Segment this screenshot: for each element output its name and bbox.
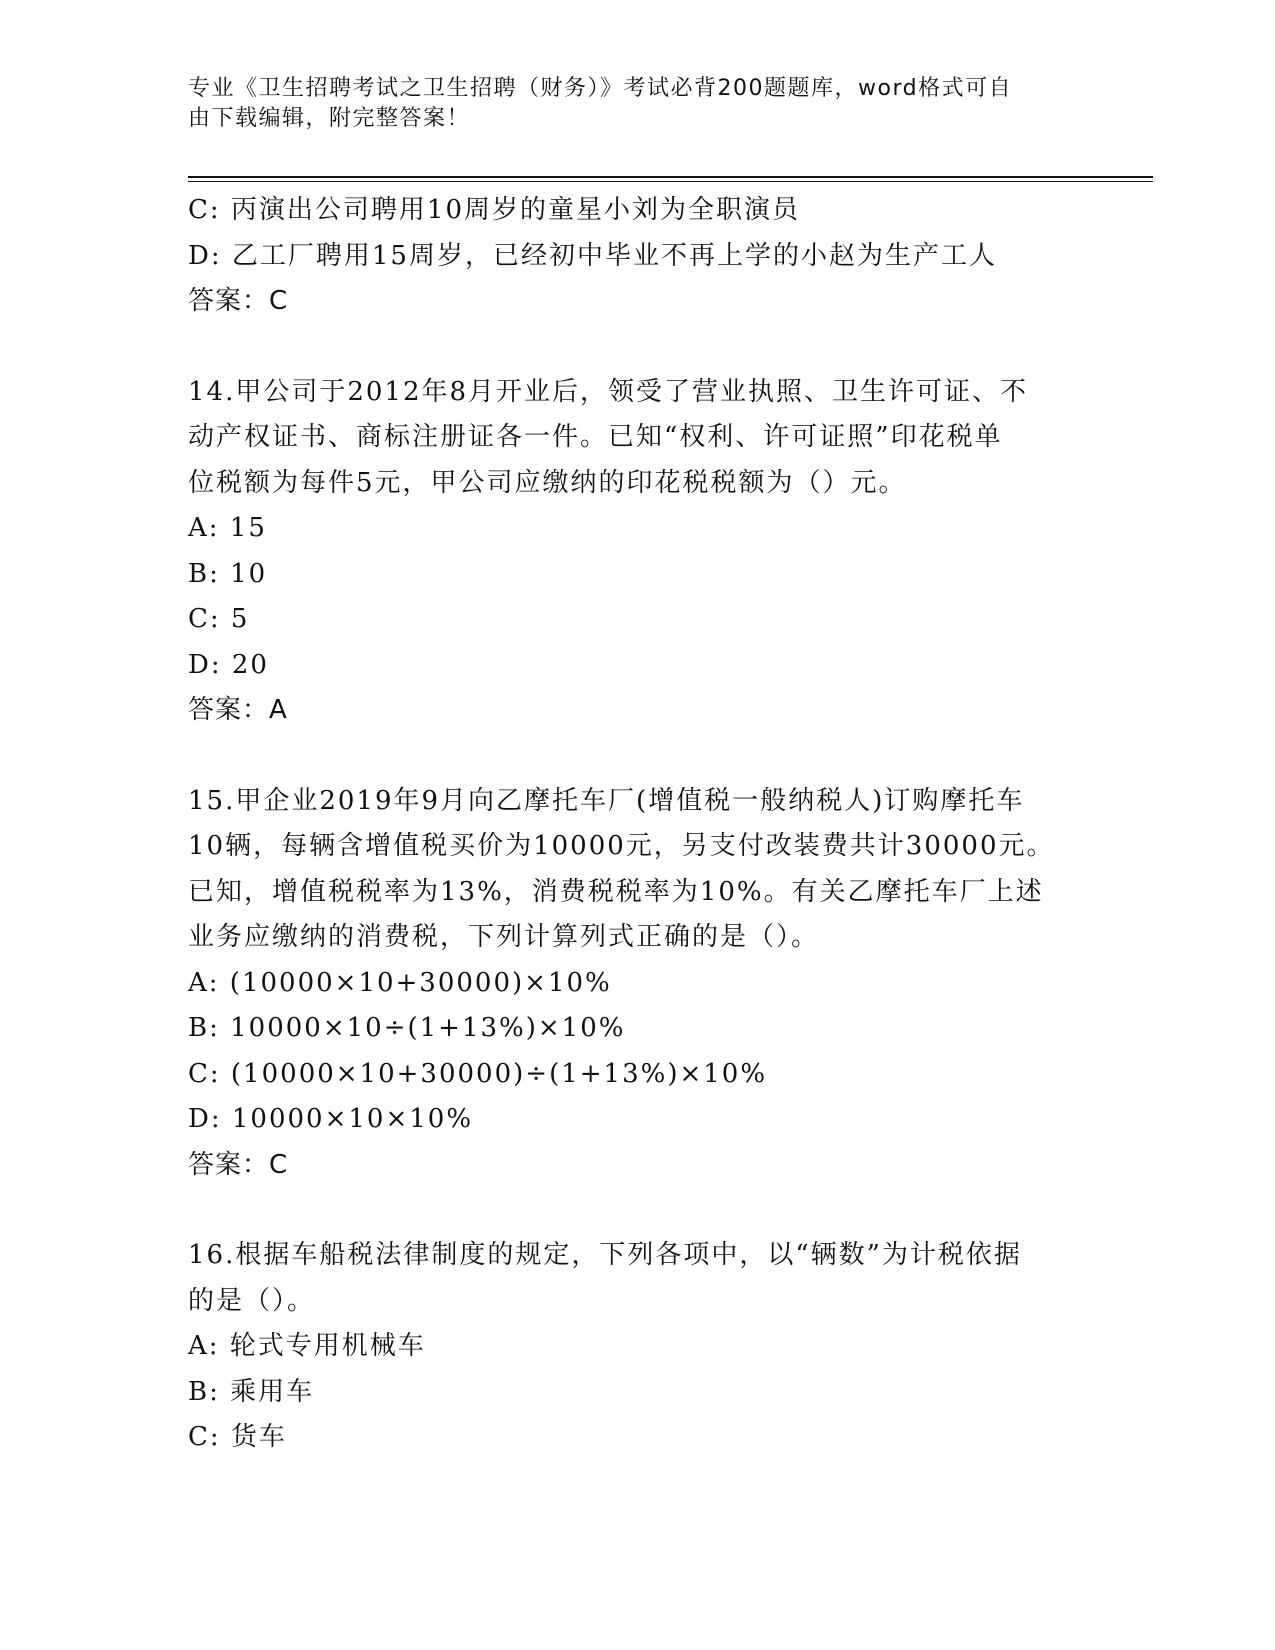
question-stem-line: 15.甲企业2019年9月向乙摩托车厂(增值税一般纳税人)订购摩托车	[188, 785, 1025, 816]
option-c: C: 5	[188, 604, 250, 634]
question-stem-line: 14.甲公司于2012年8月开业后，领受了营业执照、卫生许可证、不	[188, 376, 1029, 407]
question-13-fragment	[188, 188, 1088, 325]
option-b: B: 10000×10÷(1+13%)×10%	[188, 1013, 626, 1043]
question-stem-line: 的是（）。	[188, 1285, 316, 1316]
question-stem-line: 16.根据车船税法律制度的规定，下列各项中，以“辆数”为计税依据	[188, 1240, 1022, 1270]
question-stem-line: 动产权证书、商标注册证各一件。已知“权利、许可证照”印花税单	[188, 422, 1003, 452]
spacer	[188, 1188, 1088, 1233]
question-list	[188, 188, 1088, 1461]
answer-line: 答案：C	[188, 286, 289, 316]
question-15	[188, 779, 1088, 1189]
question-16	[188, 1233, 1088, 1461]
answer-line: 答案：C	[188, 1149, 289, 1180]
header-divider-thin	[188, 181, 1153, 182]
question-stem-line: 位税额为每件5元，甲公司应缴纳的印花税税额为（）元。	[188, 467, 907, 498]
option-c: C: (10000×10+30000)÷(1+13%)×10%	[188, 1058, 768, 1089]
option-a: A: 轮式专用机械车	[188, 1331, 426, 1361]
question-14	[188, 370, 1088, 734]
option-d: D: 乙工厂聘用15周岁，已经初中毕业不再上学的小赵为生产工人	[188, 240, 997, 271]
header-divider-thick	[188, 176, 1153, 178]
header-title-line-1: 专业《卫生招聘考试之卫生招聘（财务）》考试必背200题题库，word格式可自	[188, 76, 1013, 101]
document-header	[188, 74, 1068, 134]
question-stem-line: 业务应缴纳的消费税，下列计算列式正确的是（）。	[188, 922, 820, 952]
header-title-line-2: 由下载编辑，附完整答案！	[188, 106, 471, 131]
option-d: D: 20	[188, 649, 269, 680]
question-stem-line: 已知，增值税税率为13%，消费税税率为10%。有关乙摩托车厂上述	[188, 876, 1044, 907]
option-c: C: 丙演出公司聘用10周岁的童星小刘为全职演员	[188, 195, 801, 225]
option-a: A: 15	[188, 513, 267, 543]
spacer	[188, 325, 1088, 370]
option-a: A: (10000×10+30000)×10%	[188, 967, 612, 998]
option-b: B: 乘用车	[188, 1376, 315, 1407]
option-b: B: 10	[188, 558, 268, 589]
option-c: C: 货车	[188, 1422, 287, 1452]
question-stem-line: 10辆，每辆含增值税买价为10000元，另支付改装费共计30000元。	[188, 831, 1055, 861]
option-d: D: 10000×10×10%	[188, 1104, 474, 1134]
answer-line: 答案：A	[188, 695, 288, 725]
spacer	[188, 734, 1088, 779]
